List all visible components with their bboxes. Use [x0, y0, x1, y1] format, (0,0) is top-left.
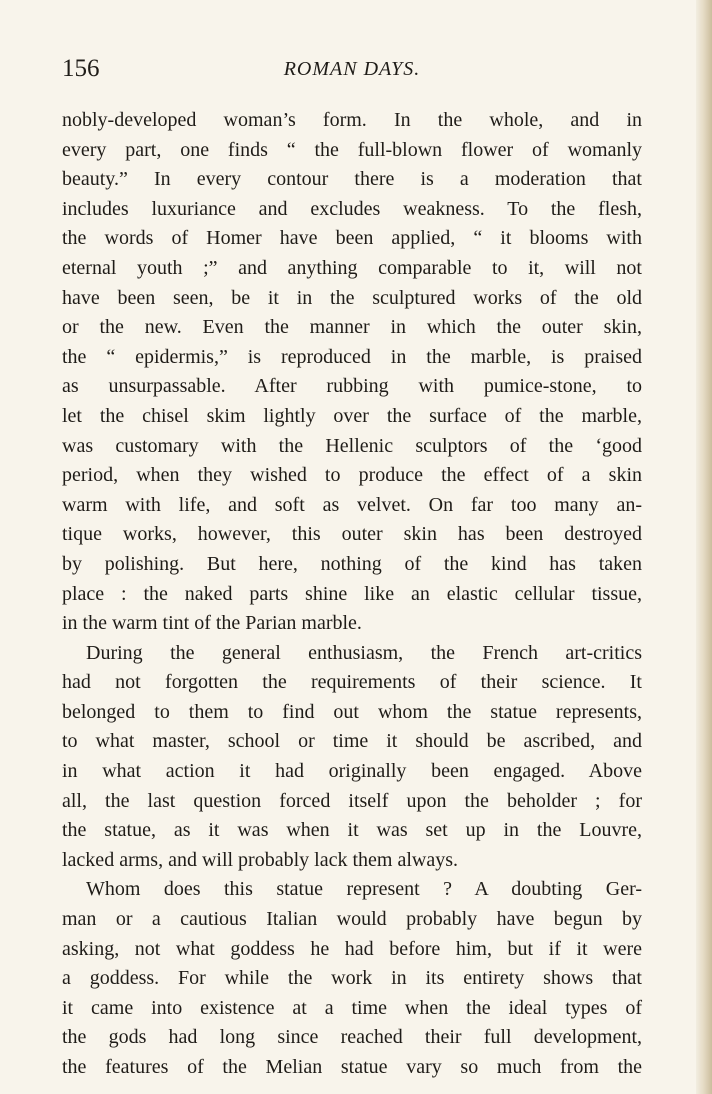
body-text	[62, 106, 642, 1083]
text-line: every part, one finds “ the full-blown flower of womanly	[62, 138, 642, 161]
text-line: Whom does this statue represent ? A doubting Ger-	[86, 878, 642, 901]
text-line: as unsurpassable. After rubbing with pumice-stone, to	[62, 375, 642, 398]
page-edge-shadow	[696, 0, 712, 1094]
text-line: let the chisel skim lightly over the surface of the marble,	[62, 404, 642, 427]
text-line: warm with life, and soft as velvet. On far too many an-	[62, 493, 642, 516]
text-line: had not forgotten the requirements of their science. It	[62, 671, 642, 694]
text-line: the “ epidermis,” is reproduced in the marble, is praised	[62, 345, 642, 368]
text-line: was customary with the Hellenic sculptors of the ‘good	[62, 434, 642, 457]
text-line: or the new. Even the manner in which the outer skin,	[62, 316, 642, 339]
text-line: asking, not what goddess he had before him, but if it were	[62, 937, 642, 960]
text-line: by polishing. But here, nothing of the kind has taken	[62, 552, 642, 575]
text-line: includes luxuriance and excludes weakness. To the flesh,	[62, 197, 642, 220]
text-line: eternal youth ;” and anything comparable to it, will not	[62, 256, 642, 279]
text-line: place : the naked parts shine like an elastic cellular tissue,	[62, 582, 642, 605]
text-line: belonged to them to find out whom the statue represents,	[62, 700, 642, 723]
text-line: man or a cautious Italian would probably have begun by	[62, 908, 642, 931]
text-line: nobly-developed woman’s form. In the whole, and in	[62, 109, 642, 131]
running-title: ROMAN DAYS.	[283, 58, 421, 80]
text-line: the gods had long since reached their full development,	[62, 1026, 642, 1049]
text-line: the words of Homer have been applied, “ it blooms with	[62, 227, 642, 250]
text-line: in what action it had originally been engaged. Above	[62, 760, 642, 783]
text-line: to what master, school or time it should be ascribed, and	[62, 730, 642, 753]
text-line: a goddess. For while the work in its entirety shows that	[62, 967, 642, 990]
text-line: beauty.” In every contour there is a moderation that	[62, 168, 642, 191]
page-header	[62, 52, 642, 86]
text-line: all, the last question forced itself upon the beholder ; for	[62, 789, 642, 812]
page-number: 156	[62, 55, 100, 82]
text-line: period, when they wished to produce the effect of a skin	[62, 464, 642, 487]
text-line: have been seen, be it in the sculptured works of the old	[62, 286, 642, 309]
text-line: the features of the Melian statue vary so much from the	[62, 1056, 642, 1078]
text-line: in the warm tint of the Parian marble.	[62, 612, 362, 635]
text-line: it came into existence at a time when the ideal types of	[62, 996, 642, 1019]
text-line: During the general enthusiasm, the French art-critics	[86, 641, 642, 664]
text-line: the statue, as it was when it was set up in the Louvre,	[62, 819, 642, 842]
text-line: lacked arms, and will probably lack them always.	[62, 848, 458, 871]
text-line: tique works, however, this outer skin has been destroyed	[62, 523, 642, 546]
